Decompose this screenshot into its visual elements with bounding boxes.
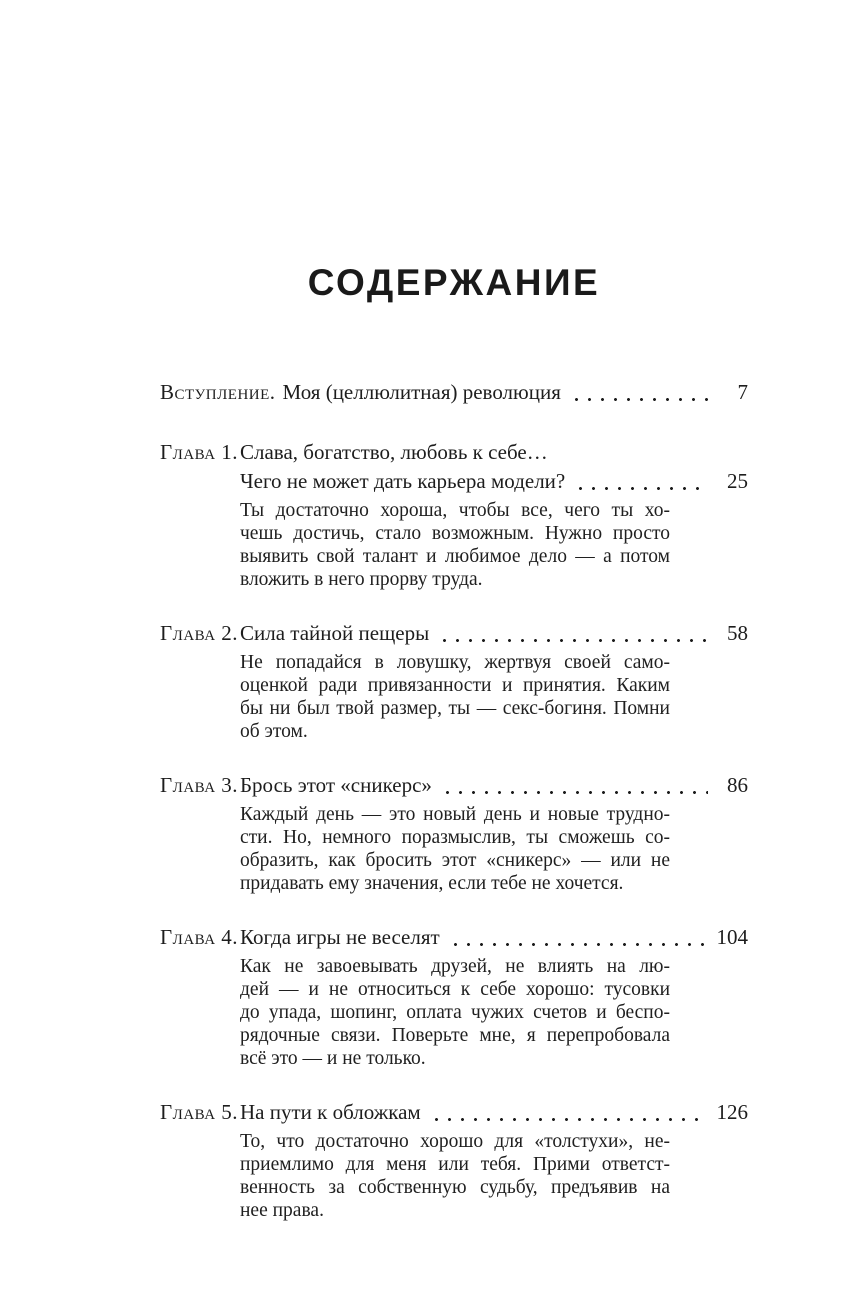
description-line: об этом. bbox=[240, 721, 308, 742]
description-line: рядочные связи. Поверьте мне, я перепробовала bbox=[240, 1025, 670, 1046]
intro-title: Моя (целлюлитная) революция bbox=[282, 380, 561, 404]
description-line: Как не завоевывать друзей, не влиять на лю- bbox=[240, 956, 670, 977]
description-line: вложить в него прорву труда. bbox=[240, 569, 483, 590]
dot-leader bbox=[438, 639, 708, 642]
dot-leader bbox=[441, 791, 708, 794]
chapter-label: Глава 1. bbox=[160, 440, 239, 464]
toc-entry-chapter-3 bbox=[160, 771, 748, 895]
toc-entry-chapter-2 bbox=[160, 619, 748, 743]
description-line: выявить свой талант и любимое дело — а потом bbox=[240, 546, 670, 567]
chapter-title: Когда игры не веселят bbox=[240, 925, 440, 949]
page-number: 7 bbox=[737, 380, 748, 404]
dot-leader bbox=[430, 1118, 707, 1121]
description-line: Каждый день — это новый день и новые трудно- bbox=[240, 804, 670, 825]
chapter-description bbox=[240, 651, 670, 743]
chapter-title: На пути к обложкам bbox=[240, 1100, 421, 1124]
chapter-description bbox=[240, 499, 670, 591]
description-line: сти. Но, немного поразмыслив, ты сможешь со- bbox=[240, 827, 670, 848]
chapter-label: Глава 2. bbox=[160, 621, 239, 645]
description-line: Ты достаточно хороша, чтобы все, чего ты хо- bbox=[240, 500, 670, 521]
chapter-description bbox=[240, 1130, 670, 1222]
page-title: СОДЕРЖАНИЕ bbox=[307, 262, 601, 303]
toc-entry-chapter-1 bbox=[160, 438, 748, 591]
intro-label: Вступление. bbox=[160, 380, 276, 404]
page-number: 104 bbox=[716, 925, 748, 949]
toc-entry-chapter-4 bbox=[160, 923, 748, 1070]
chapter-title-line-2: Чего не может дать карьера модели? bbox=[240, 469, 566, 493]
chapter-label: Глава 5. bbox=[160, 1100, 239, 1124]
page-number: 126 bbox=[716, 1100, 748, 1124]
description-line: всё это — и не только. bbox=[240, 1048, 426, 1069]
page-number: 25 bbox=[727, 469, 748, 493]
description-line: бы ни был твой размер, ты — секс-богиня. Помни bbox=[240, 698, 670, 719]
dot-leader bbox=[570, 398, 708, 401]
chapter-label: Глава 4. bbox=[160, 925, 239, 949]
description-line: Не попадайся в ловушку, жертвуя своей само- bbox=[240, 652, 670, 673]
description-line: приемлимо для меня или тебя. Прими ответст- bbox=[240, 1154, 670, 1175]
description-line: дей — и не относиться к себе хорошо: тусовки bbox=[240, 979, 670, 1000]
dot-leader bbox=[449, 943, 707, 946]
table-of-contents bbox=[160, 378, 748, 1222]
description-line: оценкой ради привязанности и принятия. Каким bbox=[240, 675, 670, 696]
description-line: до упада, шопинг, оплата чужих счетов и беспо- bbox=[240, 1002, 670, 1023]
page-number: 58 bbox=[727, 621, 748, 645]
toc-entry-chapter-5 bbox=[160, 1098, 748, 1222]
chapter-title: Брось этот «сникерс» bbox=[240, 773, 432, 797]
dot-leader bbox=[574, 487, 708, 490]
description-line: нее права. bbox=[240, 1200, 324, 1221]
description-line: венность за собственную судьбу, предъявив на bbox=[240, 1177, 670, 1198]
chapter-label: Глава 3. bbox=[160, 773, 239, 797]
chapter-title-line-1: Слава, богатство, любовь к себе… bbox=[240, 440, 548, 464]
page-number: 86 bbox=[727, 773, 748, 797]
description-line: То, что достаточно хорошо для «толстухи», не- bbox=[240, 1131, 670, 1152]
chapter-description bbox=[240, 955, 670, 1070]
description-line: образить, как бросить этот «сникерс» — или не bbox=[240, 850, 670, 871]
toc-intro-row bbox=[160, 378, 748, 407]
description-line: придавать ему значения, если тебе не хочется. bbox=[240, 873, 624, 894]
chapter-title: Сила тайной пещеры bbox=[240, 621, 430, 645]
description-line: чешь достичь, стало возможным. Нужно просто bbox=[240, 523, 670, 544]
chapter-description bbox=[240, 803, 670, 895]
